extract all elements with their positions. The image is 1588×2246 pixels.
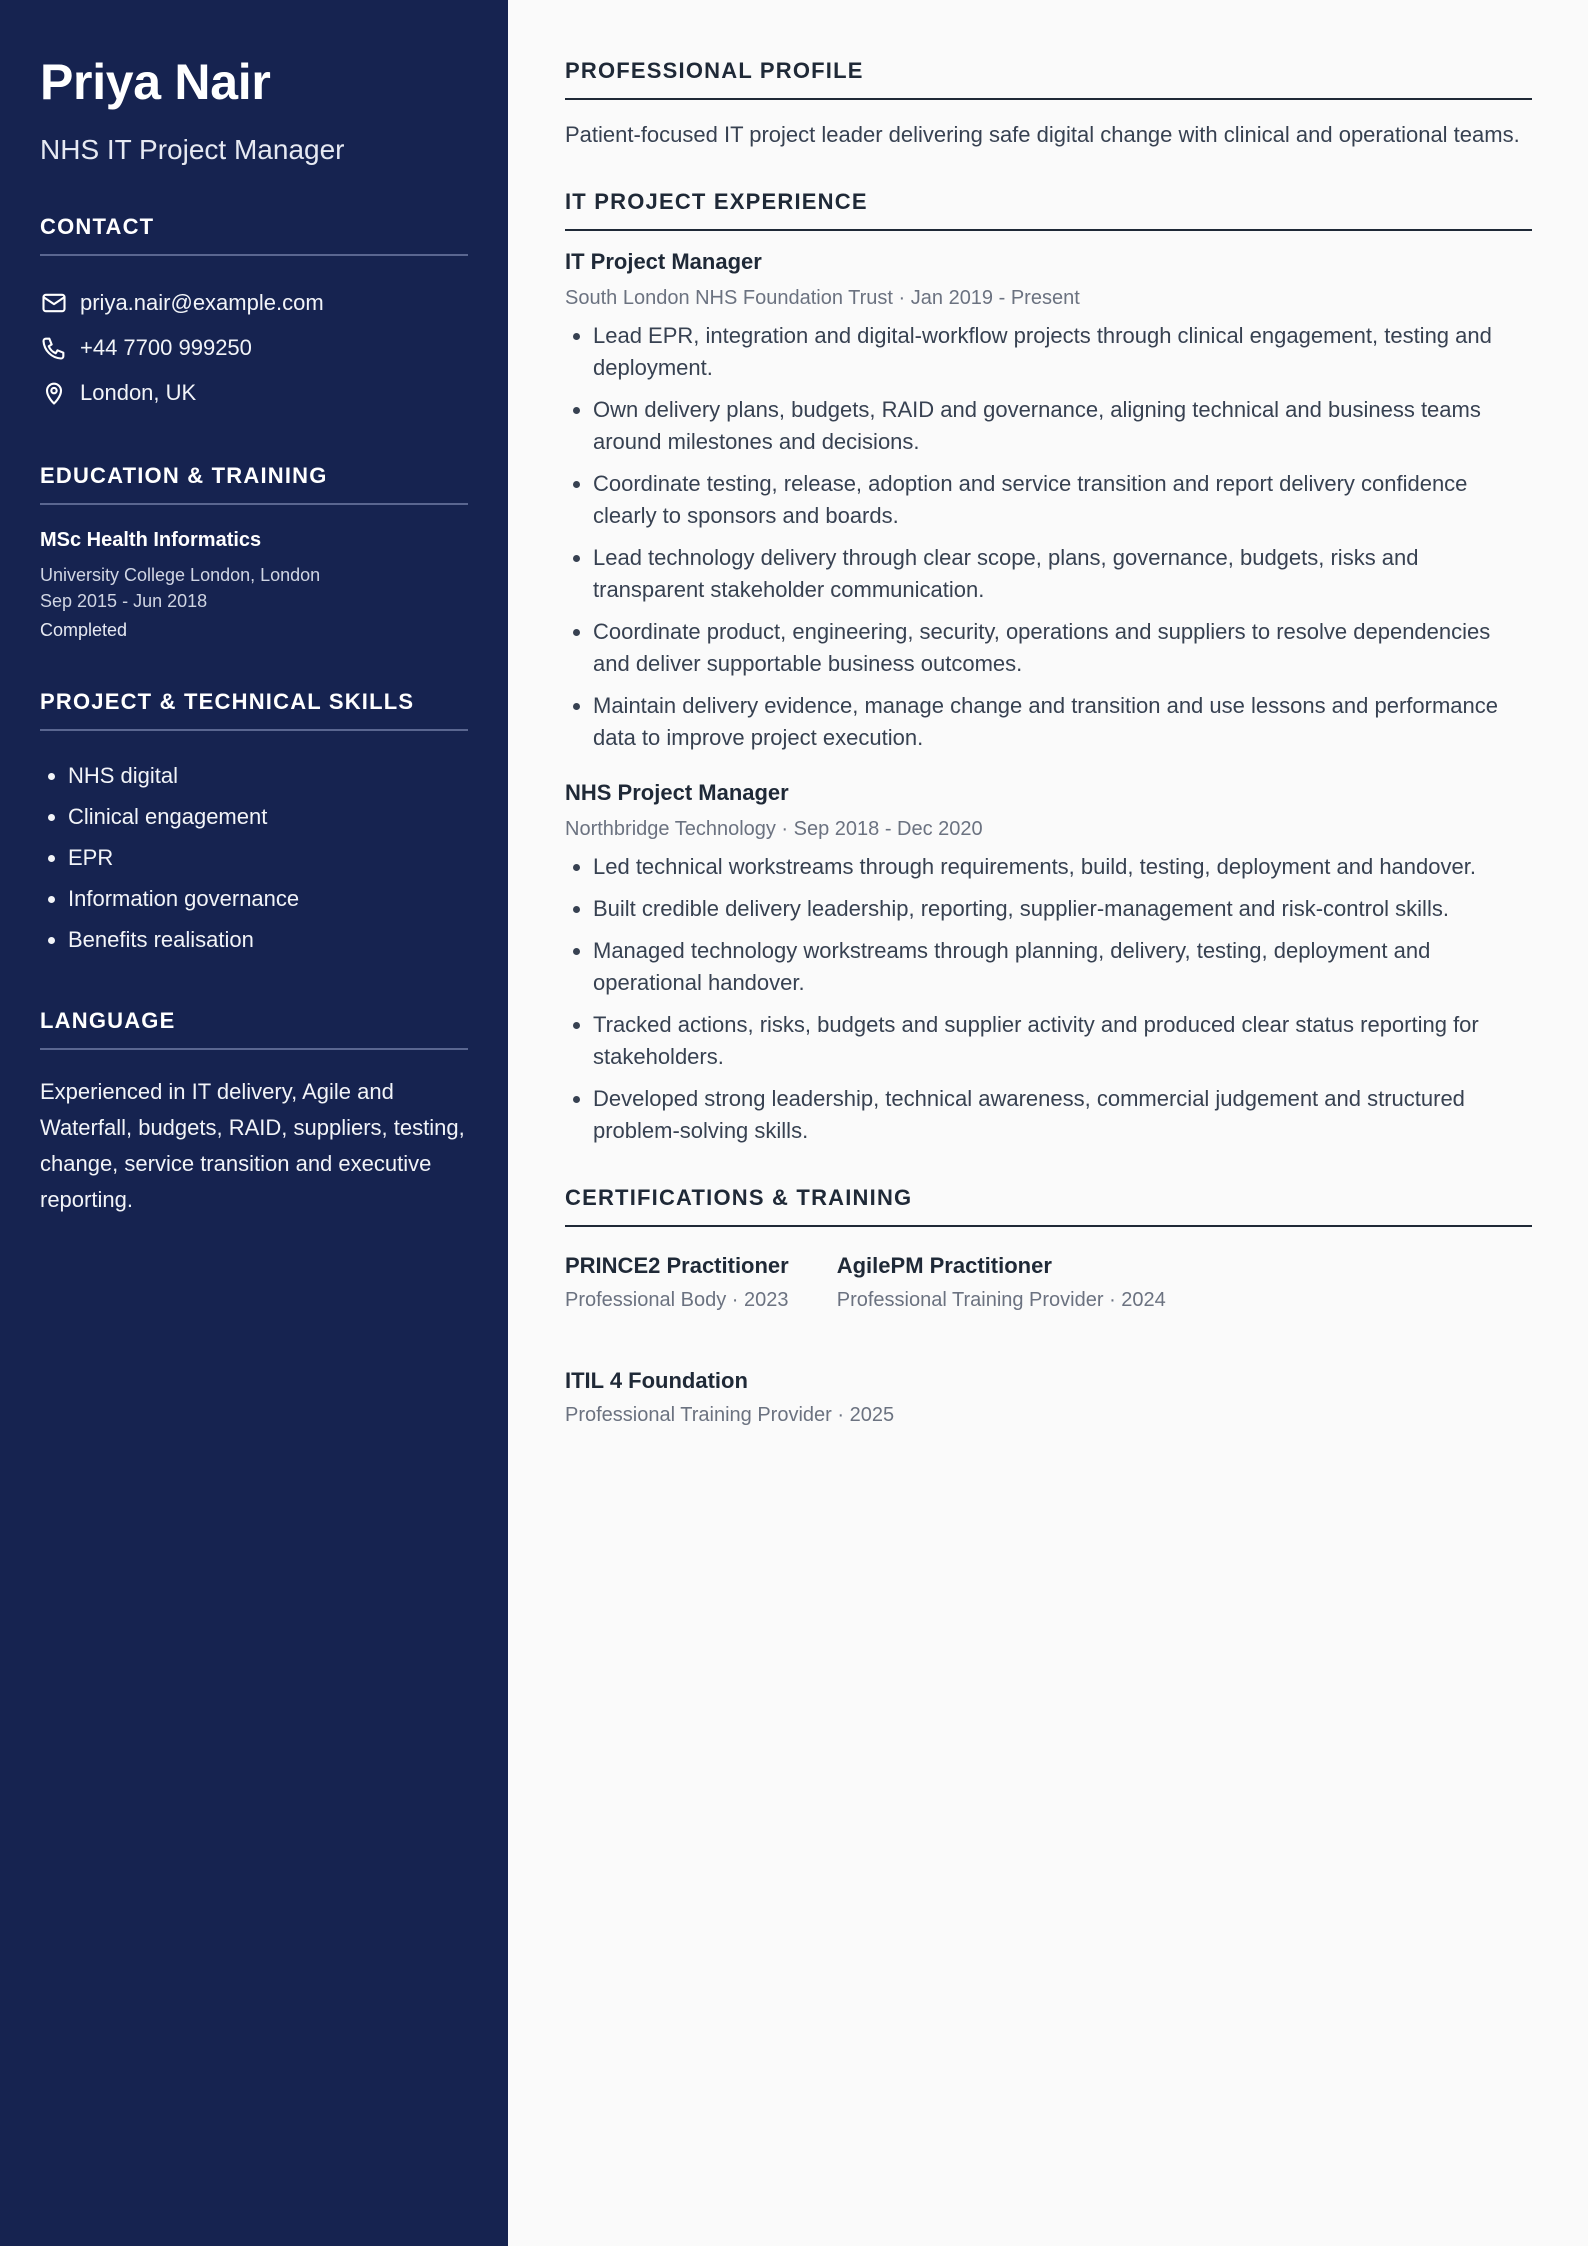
cert-item [837, 1253, 1166, 1312]
education-status: Completed [40, 620, 128, 640]
map-pin-icon [40, 379, 68, 407]
candidate-name: Priya Nair [40, 54, 271, 110]
cert-title: ITIL 4 Foundation [565, 1368, 748, 1393]
job-entry [565, 780, 1532, 1147]
certifications-grid [565, 1253, 1532, 1427]
skill-item: • Benefits realisation [68, 919, 468, 960]
contact-heading: CONTACT [40, 214, 468, 256]
job-bullet: • Built credible delivery leadership, reporting, supplier-management and risk-control skills. [593, 893, 1532, 925]
sidebar [0, 0, 508, 2246]
job-bullet: • Own delivery plans, budgets, RAID and governance, aligning technical and business teams around milestones and decisions. [593, 394, 1532, 458]
education-school: University College London, London [40, 565, 321, 585]
cert-title: PRINCE2 Practitioner [565, 1253, 789, 1278]
education-dates: Sep 2015 - Jun 2018 [40, 591, 208, 611]
skills-list [40, 755, 468, 960]
skill-item: • NHS digital [68, 755, 468, 796]
job-bullet: • Lead EPR, integration and digital-workflow projects through clinical engagement, testing and deployment. [593, 320, 1532, 384]
skill-item: • Information governance [68, 878, 468, 919]
envelope-icon [40, 289, 68, 317]
job-bullets [565, 851, 1532, 1147]
cert-meta: Professional Training Provider · 2025 [565, 1404, 895, 1426]
cert-item [565, 1253, 789, 1312]
contact-location [40, 370, 468, 415]
job-entry [565, 249, 1532, 754]
profile-heading: PROFESSIONAL PROFILE [565, 58, 1532, 100]
job-bullet: • Lead technology delivery through clear scope, plans, governance, budgets, risks and transparent stakeholder communication. [593, 542, 1532, 606]
skills-heading: PROJECT & TECHNICAL SKILLS [40, 689, 468, 731]
cert-meta: Professional Body · 2023 [565, 1289, 789, 1311]
contact-phone[interactable] [40, 325, 468, 370]
phone-icon [40, 334, 68, 362]
job-meta: Northbridge Technology · Sep 2018 - Dec 2020 [565, 818, 983, 840]
experience-heading: IT PROJECT EXPERIENCE [565, 189, 1532, 231]
experience-section [565, 189, 1532, 1147]
contact-location-text: London, UK [80, 379, 197, 405]
skill-item: • Clinical engagement [68, 796, 468, 837]
profile-text: Patient-focused IT project leader delivering safe digital change with clinical and operational teams. [565, 122, 1520, 147]
contact-email[interactable] [40, 280, 468, 325]
certifications-section [565, 1185, 1532, 1427]
job-title: NHS Project Manager [565, 780, 789, 805]
contact-phone-text: +44 7700 999250 [80, 334, 252, 360]
job-bullets [565, 320, 1532, 754]
job-bullet: • Led technical workstreams through requirements, build, testing, deployment and handover. [593, 851, 1532, 883]
cert-title: AgilePM Practitioner [836, 1253, 1052, 1278]
job-bullet: • Tracked actions, risks, budgets and supplier activity and produced clear status reporting for stakeholders. [593, 1009, 1532, 1073]
job-bullet: • Coordinate product, engineering, security, operations and suppliers to resolve dependencies and deliver supportable business outcomes. [593, 616, 1532, 680]
job-bullet: • Developed strong leadership, technical awareness, commercial judgement and structured problem-solving skills. [593, 1083, 1532, 1147]
job-title: IT Project Manager [565, 249, 762, 274]
main-content [508, 0, 1588, 2246]
language-text: Experienced in IT delivery, Agile and Waterfall, budgets, RAID, suppliers, testing, change, service transition and executive reporting. [40, 1079, 465, 1212]
education-degree: MSc Health Informatics [40, 529, 262, 551]
skill-item: • EPR [68, 837, 468, 878]
contact-email-text: priya.nair@example.com [80, 289, 324, 315]
language-heading: LANGUAGE [40, 1008, 468, 1050]
cert-meta: Professional Training Provider · 2024 [836, 1289, 1166, 1311]
job-meta: South London NHS Foundation Trust · Jan 2019 - Present [565, 287, 1080, 309]
job-bullet: • Maintain delivery evidence, manage change and transition and use lessons and performance data to improve project execution. [593, 690, 1532, 754]
job-bullet: • Coordinate testing, release, adoption and service transition and report delivery confidence clearly to sponsors and boards. [593, 468, 1532, 532]
education-heading: EDUCATION & TRAINING [40, 463, 468, 505]
job-bullet: • Managed technology workstreams through planning, delivery, testing, deployment and operational handover. [593, 935, 1532, 999]
cert-item [565, 1368, 894, 1427]
profile-section [565, 58, 1532, 151]
candidate-role: NHS IT Project Manager [40, 134, 345, 165]
certifications-heading: CERTIFICATIONS & TRAINING [565, 1185, 1532, 1227]
